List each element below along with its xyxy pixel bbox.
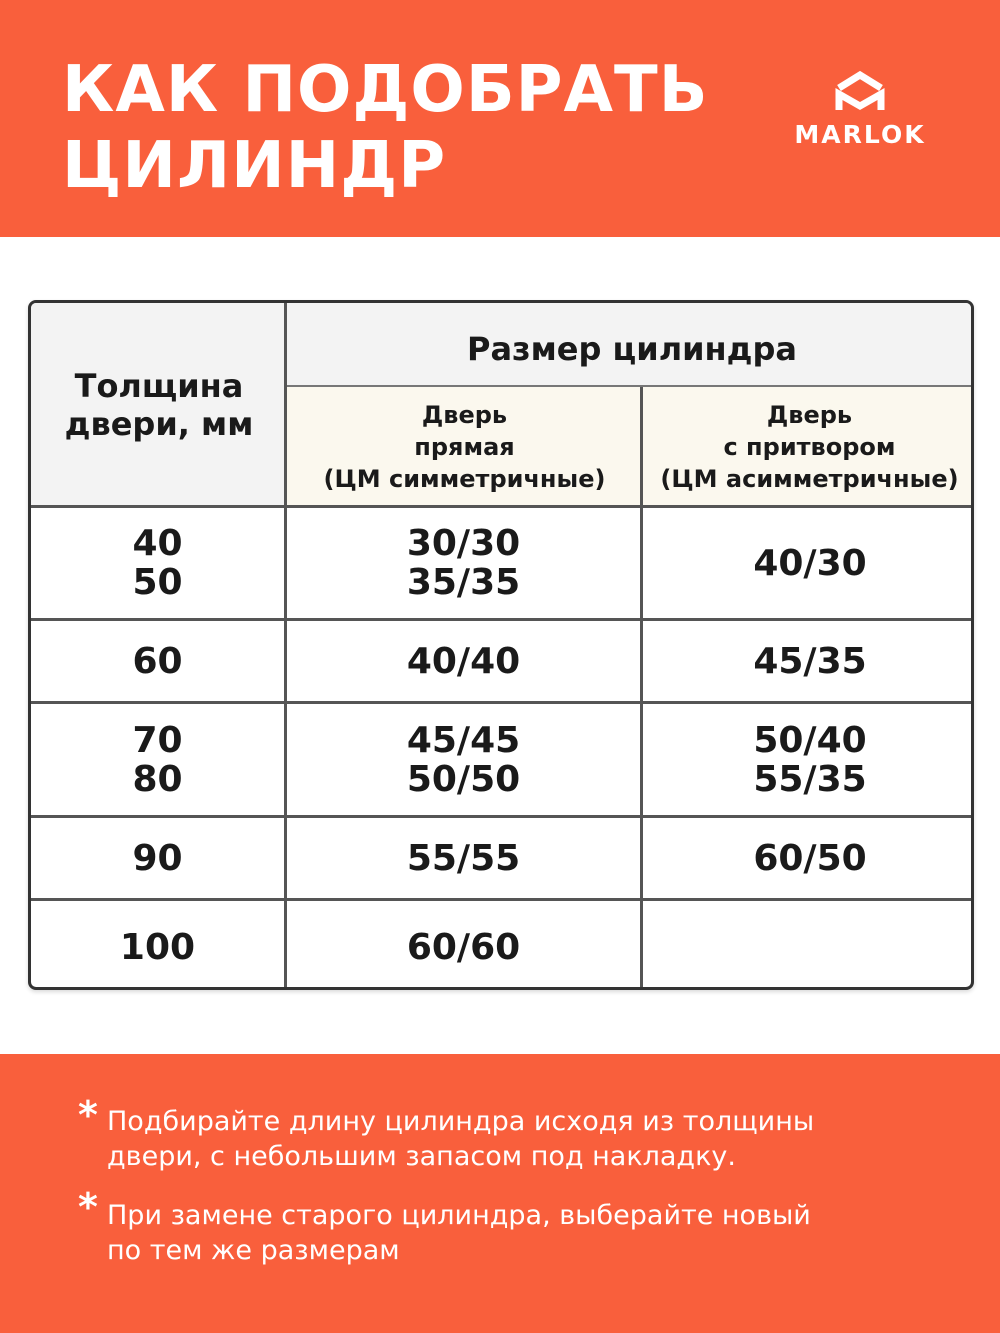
group-header-label: Размер цилиндра: [467, 330, 797, 368]
table-row: [407, 642, 520, 681]
rebate-size-cell: [643, 704, 974, 815]
rebate-size-cell: [643, 818, 974, 898]
cell-value: 45/35: [753, 640, 867, 682]
title-line-1: КАК ПОДОБРАТЬ: [62, 53, 709, 127]
cell-value: 50/50: [406, 758, 521, 800]
col2-header-line1: Дверь: [421, 401, 508, 429]
col3-header-line3: (ЦМ асимметричные): [660, 465, 959, 493]
straight-size-cell: [287, 818, 640, 898]
cell-value: 35/35: [406, 562, 521, 603]
col2-header-line3: (ЦМ симметричные): [323, 465, 606, 493]
table-row: [407, 721, 520, 799]
thickness-column-header: [31, 303, 287, 507]
straight-size-cell: [287, 901, 640, 990]
table-row: [407, 524, 520, 602]
col2-header-line2: прямая: [414, 433, 515, 461]
cell-value: 50: [132, 562, 183, 603]
note-1-asterisk: *: [78, 1093, 98, 1137]
title-line-2: ЦИЛИНДР: [62, 129, 447, 203]
straight-size-cell: [287, 704, 640, 815]
cylinder-size-group-header: [287, 303, 974, 387]
table-row: [132, 721, 182, 799]
straight-door-column-header: [287, 387, 642, 507]
col1-header-line2: двери, мм: [64, 405, 254, 443]
table-row: [407, 928, 520, 967]
table-row: [753, 839, 866, 878]
cell-value: 30/30: [406, 523, 521, 564]
table-row: [132, 524, 182, 602]
cell-value: 55/35: [753, 758, 867, 800]
straight-size-cell: [287, 621, 640, 701]
cell-value: 60/50: [753, 837, 867, 879]
col3-header-line1: Дверь: [766, 401, 853, 429]
cell-value: 60/60: [406, 926, 521, 968]
table-row: [407, 839, 520, 878]
cell-value: 100: [119, 926, 196, 968]
note-2-line1: При замене старого цилиндра, выберайте новый: [107, 1200, 811, 1231]
note-1: [107, 1104, 814, 1174]
cell-value: 40/30: [753, 542, 867, 584]
straight-size-cell: [287, 508, 640, 618]
rebate-size-cell: [643, 621, 974, 701]
notes-footer: [0, 1054, 1000, 1333]
thickness-cell: [31, 704, 284, 815]
table-row: [132, 642, 182, 681]
col3-header-line2: с притвором: [723, 433, 896, 461]
header-banner: [0, 0, 1000, 237]
thickness-cell: [31, 508, 284, 618]
note-2-asterisk: *: [78, 1185, 98, 1229]
rebate-size-cell: [643, 508, 974, 618]
table-row: [753, 544, 866, 583]
note-2: [107, 1198, 811, 1268]
rebate-door-column-header: [642, 387, 974, 507]
note-1-line2: двери, с небольшим запасом под накладку.: [107, 1141, 736, 1172]
thickness-cell: [31, 901, 284, 990]
table-row: [753, 642, 866, 681]
cell-value: 55/55: [406, 837, 521, 879]
note-2-line2: по тем же размерам: [107, 1235, 400, 1266]
table-row: [132, 839, 182, 878]
row-divider: [287, 385, 974, 387]
thickness-cell: [31, 818, 284, 898]
cell-value: 70: [132, 719, 183, 761]
cell-value: 40: [132, 523, 183, 564]
cylinder-size-table: [28, 300, 974, 990]
thickness-cell: [31, 621, 284, 701]
logo-text: MARLOK: [794, 120, 926, 149]
table-row: [753, 721, 866, 799]
cell-value: 90: [132, 837, 183, 879]
m-chevron-logo-icon: [833, 70, 887, 114]
table-row: [120, 928, 195, 967]
cell-value: 40/40: [406, 640, 521, 682]
brand-logo: [790, 70, 930, 149]
note-1-line1: Подбирайте длину цилиндра исходя из толщины: [107, 1106, 815, 1137]
cell-value: 50/40: [753, 719, 867, 761]
page-title: [62, 52, 708, 204]
cell-value: 60: [132, 640, 183, 682]
col1-header-line1: Толщина: [74, 367, 244, 405]
rebate-size-cell: [643, 901, 974, 990]
cell-value: 45/45: [406, 719, 521, 761]
cell-value: 80: [132, 758, 183, 800]
